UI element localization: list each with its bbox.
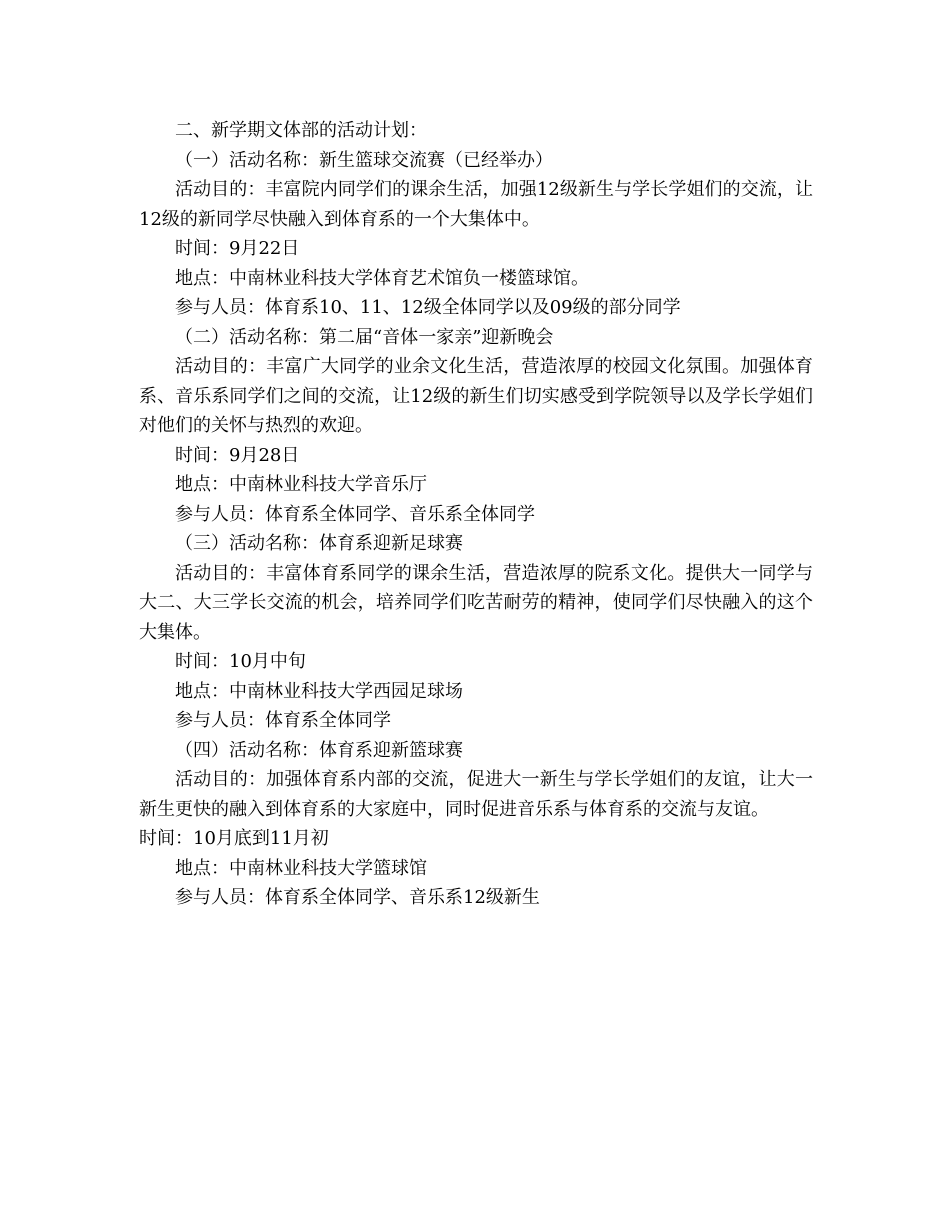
activity-title-3: （三）活动名称：体育系迎新足球赛 <box>175 533 463 554</box>
activity-participants-2: 参与人员：体育系全体同学、音乐系全体同学 <box>175 503 535 525</box>
activity-title-4: （四）活动名称：体育系迎新篮球赛 <box>175 739 463 761</box>
activity-time-2: 时间：9月28日 <box>175 444 300 466</box>
activity-participants-3: 参与人员：体育系全体同学 <box>175 710 391 731</box>
activity-purpose-3: 活动目的：丰富体育系同学的课余生活，营造浓厚的院系文化。提供大一同学与大二、大三学长交流的机会，培养同学们吃苦耐劳的精神，使同学们尽快融入的这个大集体。 <box>139 562 813 643</box>
activity-purpose-1: 活动目的：丰富院内同学们的课余生活，加强12级新生与学长学姐们的交流，让12级的新同学尽快融入到体育系的一个大集体中。 <box>139 179 813 230</box>
activity-title-2: （二）活动名称：第二届“音体一家亲”迎新晚会 <box>175 326 554 348</box>
activity-location-1: 地点：中南林业科技大学体育艺术馆负一楼篮球馆。 <box>175 267 589 289</box>
activity-location-2: 地点：中南林业科技大学音乐厅 <box>175 474 427 495</box>
activity-title-1: （一）活动名称：新生篮球交流赛（已经举办） <box>175 149 553 171</box>
activity-participants-4: 参与人员：体育系全体同学、音乐系12级新生 <box>175 887 540 908</box>
activity-time-4: 时间：10月底到11月初 <box>139 828 329 849</box>
section-heading: 二、新学期文体部的活动计划： <box>175 120 427 141</box>
activity-purpose-2: 活动目的：丰富广大同学的业余文化生活，营造浓厚的校园文化氛围。加强体育系、音乐系同学们之间的交流，让12级的新生们切实感受到学院领导以及学长学姐们对他们的关怀与热烈的欢迎。 <box>139 356 813 436</box>
activity-time-3: 时间：10月中旬 <box>175 651 306 672</box>
activity-purpose-4: 活动目的：加强体育系内部的交流，促进大一新生与学长学姐们的友谊，让大一新生更快的融入到体育系的大家庭中，同时促进音乐系与体育系的交流与友谊。 <box>139 769 813 820</box>
activity-participants-1: 参与人员：体育系10、11、12级全体同学以及09级的部分同学 <box>175 297 681 318</box>
activity-location-3: 地点：中南林业科技大学西园足球场 <box>175 680 463 702</box>
activity-location-4: 地点：中南林业科技大学篮球馆 <box>175 857 427 879</box>
activity-time-1: 时间：9月22日 <box>175 238 300 259</box>
document-body <box>139 116 813 913</box>
